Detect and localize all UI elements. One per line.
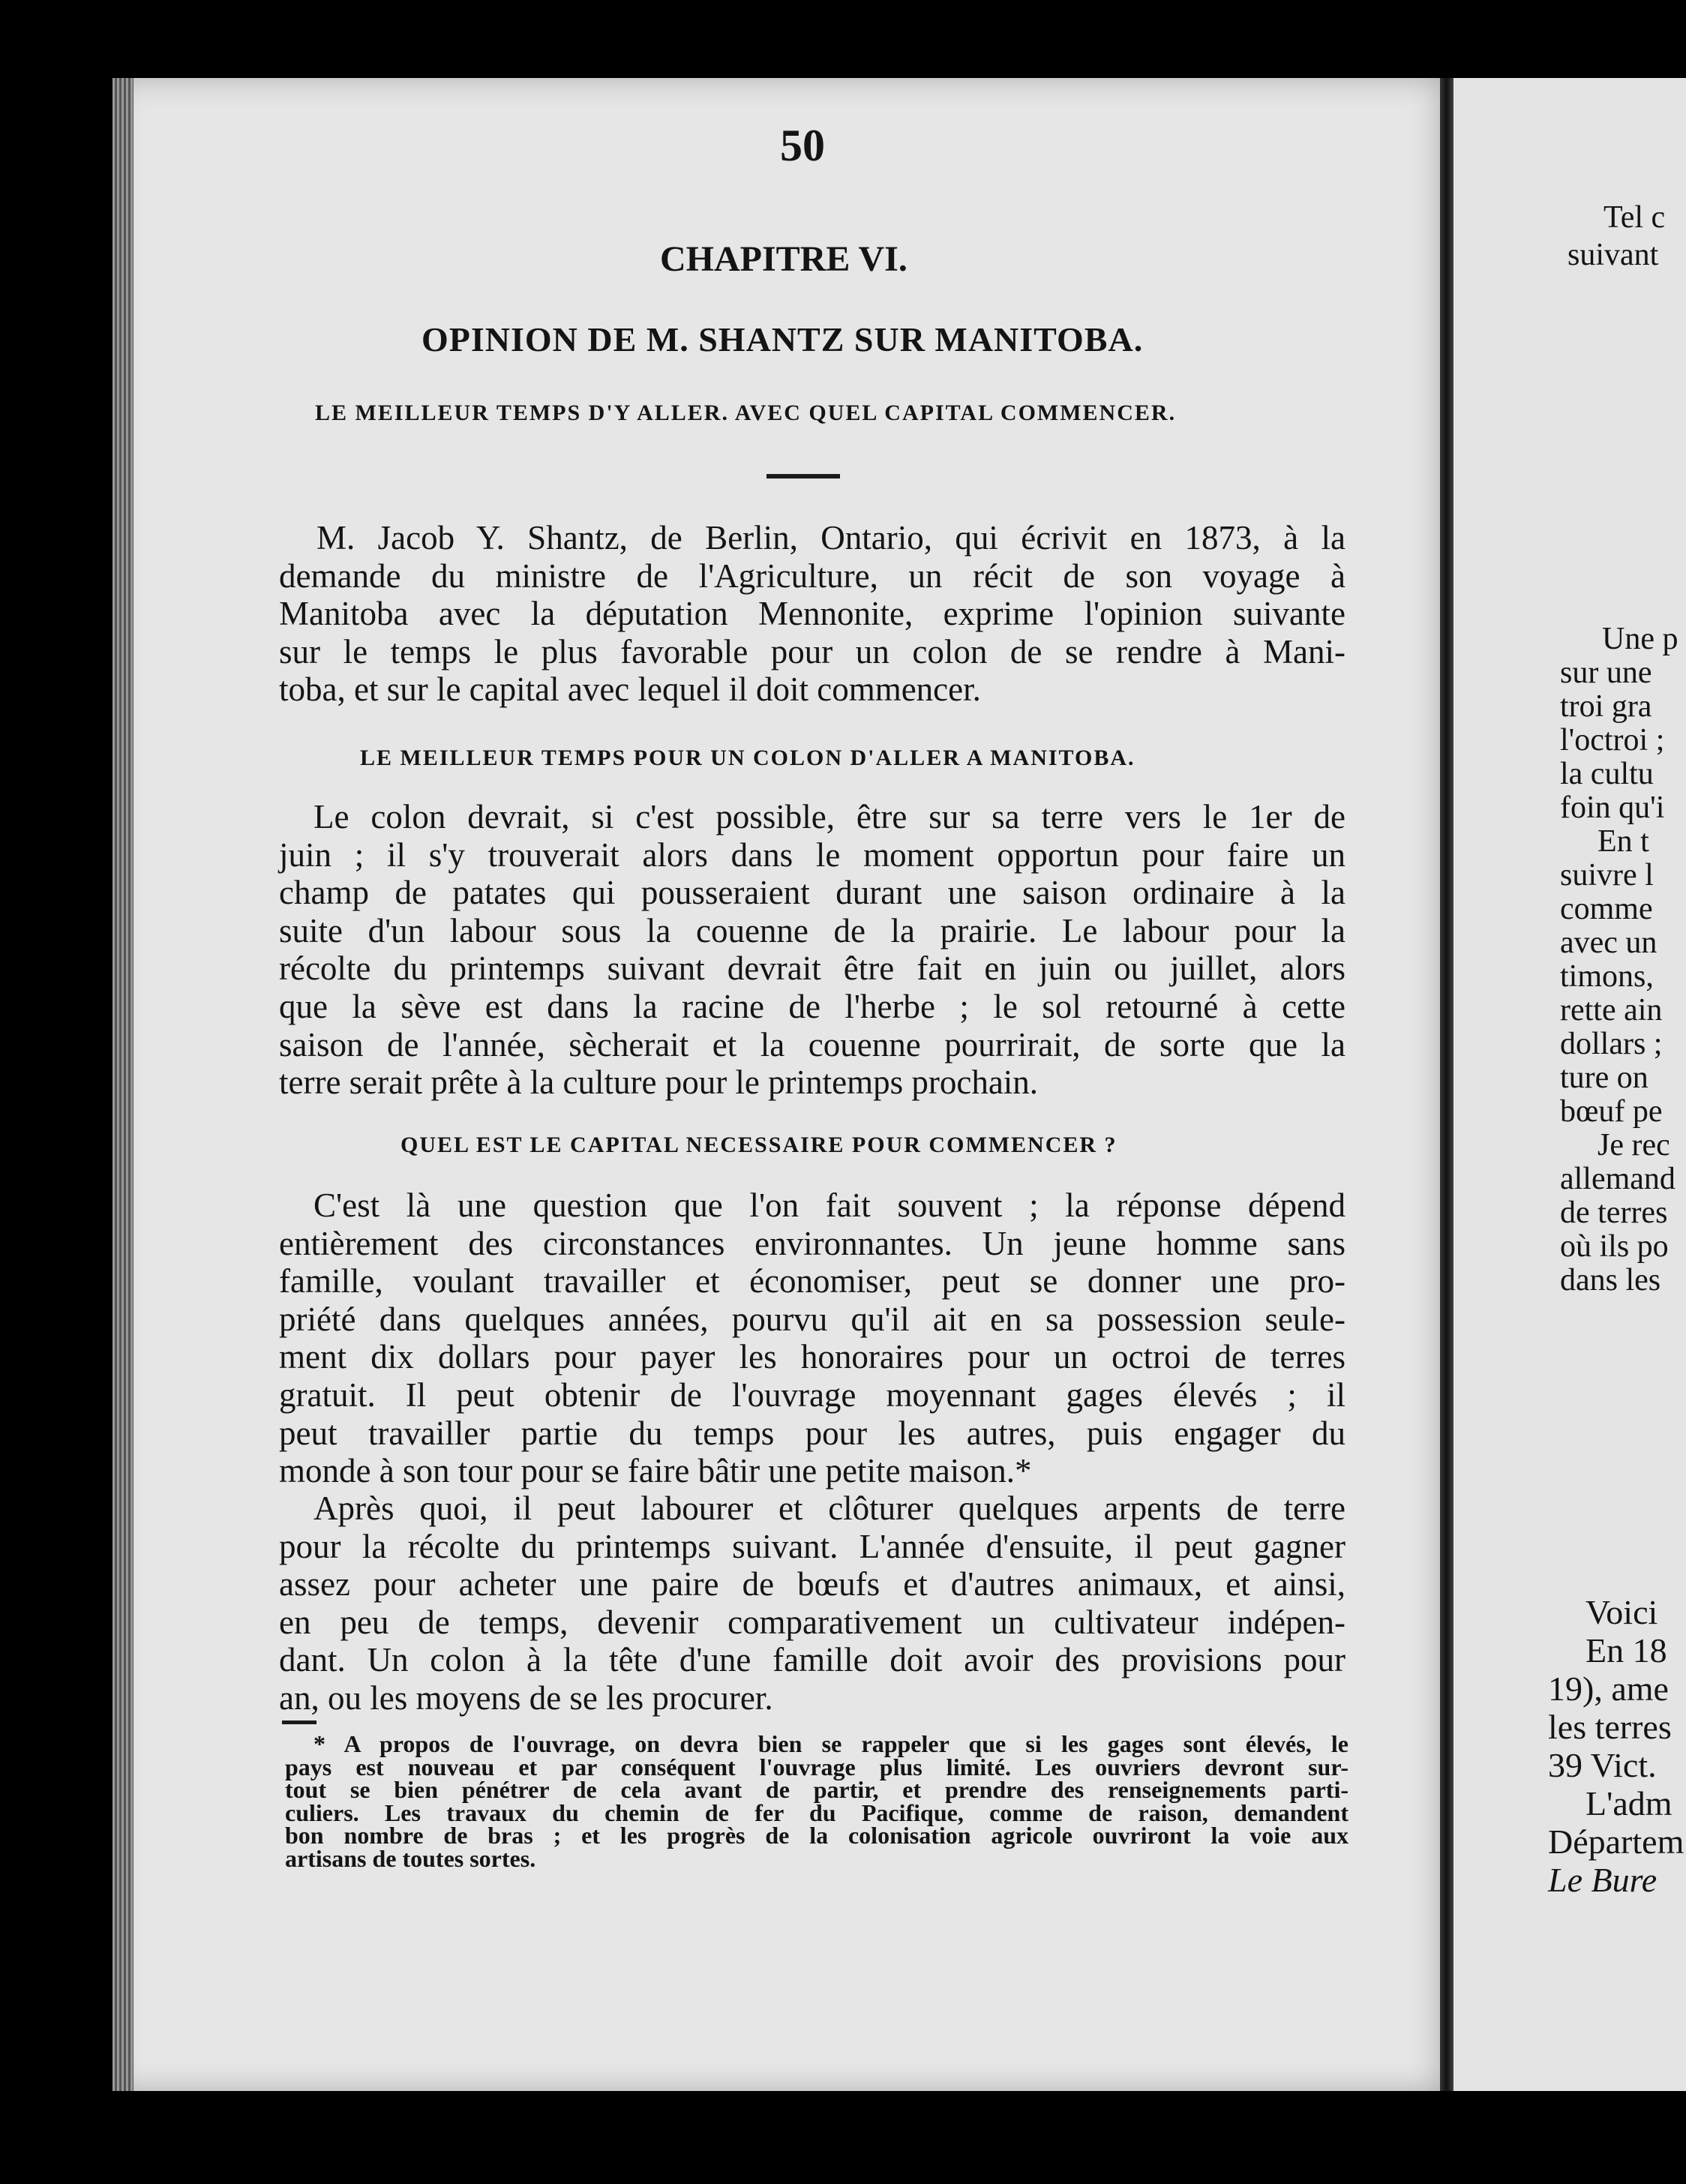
- text-line: gratuit. Il peut obtenir de l'ouvrage moyennant gages élevés ; il: [279, 1376, 1346, 1414]
- right-page-line: ture on: [1560, 1060, 1648, 1095]
- book-gutter: [1440, 78, 1454, 2091]
- section1-paragraph: [279, 798, 1346, 1102]
- text-line: C'est là une question que l'on fait souvent ; la réponse dépend: [314, 1186, 1346, 1224]
- footnote-line: artisans de toutes sortes.: [285, 1844, 536, 1872]
- text-line: demande du ministre de l'Agriculture, un récit de son voyage à: [279, 556, 1346, 595]
- text-line: priété dans quelques années, pourvu qu'il ait en sa possession seule-: [279, 1300, 1346, 1338]
- right-page-line: Je rec: [1598, 1128, 1670, 1162]
- footnote-line: culiers. Les travaux du chemin de fer du Pacifique, comme de raison, demandent: [285, 1798, 1348, 1826]
- right-page-block: [1560, 622, 1678, 1298]
- text-line: saison de l'année, sècherait et la couenne pourrirait, de sorte que la: [279, 1025, 1346, 1064]
- right-page-line: suivre l: [1560, 858, 1654, 892]
- right-page-line: En 18: [1586, 1631, 1667, 1670]
- text-line: peut travailler partie du temps pour les autres, puis engager du: [279, 1414, 1346, 1452]
- page-edge: [112, 78, 134, 2091]
- right-page-line: dollars ;: [1560, 1027, 1663, 1061]
- right-page-line: Le Bure: [1548, 1861, 1658, 1899]
- title-rule: [766, 474, 840, 478]
- right-page-line: rette ain: [1560, 993, 1663, 1028]
- section-heading: LE MEILLEUR TEMPS POUR UN COLON D'ALLER A MANITOBA.: [360, 746, 1136, 770]
- text-line: dant. Un colon à la tête d'une famille doit avoir des provisions pour: [279, 1641, 1346, 1679]
- text-line: champ de patates qui pousseraient durant une saison ordinaire à la: [279, 874, 1346, 912]
- right-page-line: Voici: [1586, 1593, 1658, 1631]
- footnote-line: pays est nouveau et par conséquent l'ouvrage plus limité. Les ouvriers devront sur-: [285, 1753, 1348, 1780]
- right-page-line: comme: [1560, 892, 1653, 926]
- footnote-rule: [282, 1720, 316, 1724]
- chapter-title: OPINION DE M. SHANTZ SUR MANITOBA.: [422, 320, 1144, 358]
- right-page-line: timons,: [1560, 959, 1654, 994]
- right-page-line: dans les: [1560, 1263, 1661, 1298]
- right-page-line: les terres: [1548, 1708, 1672, 1746]
- section3-paragraph: [279, 1490, 1346, 1718]
- text-line: Le colon devrait, si c'est possible, être sur sa terre vers le 1er de: [314, 798, 1346, 836]
- footnote-line: tout se bien pénétrer de cela avant de partir, et prendre des renseignements parti-: [285, 1776, 1348, 1803]
- text-line: famille, voulant travailler et économiser, peut se donner une pro-: [279, 1262, 1346, 1300]
- text-line: an, ou les moyens de se les procurer.: [279, 1678, 773, 1717]
- text-line: en peu de temps, devenir comparativement un cultivateur indépen-: [279, 1603, 1346, 1641]
- right-page-line: la cultu: [1560, 757, 1654, 791]
- footnote-line: bon nombre de bras ; et les progrès de la colonisation agricole ouvriront la voie aux: [285, 1822, 1348, 1849]
- right-page-line: 19), ame: [1548, 1670, 1669, 1708]
- text-line: pour la récolte du printemps suivant. L'année d'ensuite, il peut gagner: [279, 1527, 1346, 1565]
- section-heading: QUEL EST LE CAPITAL NECESSAIRE POUR COMMENCER ?: [400, 1132, 1118, 1157]
- text-line: juin ; il s'y trouverait alors dans le moment opportun pour faire un: [279, 836, 1346, 874]
- footnote-line: * A propos de l'ouvrage, on devra bien se rappeler que si les gages sont élevés, le: [314, 1730, 1348, 1757]
- page-number: 50: [780, 121, 825, 170]
- chapter-heading: CHAPITRE VI.: [660, 239, 908, 279]
- text-line: sur le temps le plus favorable pour un colon de se rendre à Mani-: [279, 632, 1346, 670]
- right-page-line: 39 Vict.: [1548, 1746, 1657, 1784]
- right-page-line: allemand: [1560, 1162, 1676, 1196]
- right-page-line: avec un: [1560, 926, 1658, 960]
- right-page-line: sur une: [1560, 656, 1652, 690]
- right-page-line: suivant: [1568, 238, 1659, 272]
- text-line: suite d'un labour sous la couenne de la prairie. Le labour pour la: [279, 911, 1346, 950]
- right-page-line: En t: [1598, 824, 1649, 859]
- text-line: toba, et sur le capital avec lequel il doit commencer.: [279, 670, 981, 709]
- text-line: récolte du printemps suivant devrait être fait en juin ou juillet, alors: [279, 950, 1346, 988]
- text-line: terre serait prête à la culture pour le printemps prochain.: [279, 1064, 1039, 1102]
- intro-paragraph: [279, 519, 1346, 709]
- right-page-line: bœuf pe: [1560, 1094, 1663, 1129]
- right-page-line: troi gra: [1560, 689, 1652, 724]
- footnote: [285, 1732, 1348, 1870]
- text-line: Après quoi, il peut labourer et clôturer quelques arpents de terre: [314, 1490, 1346, 1527]
- right-page-line: de terres: [1560, 1196, 1668, 1230]
- right-page-line: où ils po: [1560, 1229, 1669, 1264]
- text-line: Manitoba avec la députation Mennonite, exprime l'opinion suivante: [279, 595, 1346, 633]
- right-page-line: Tel c: [1604, 200, 1666, 235]
- right-page-line: Une p: [1602, 622, 1678, 656]
- right-page-line: l'octroi ;: [1560, 723, 1665, 758]
- right-page-line: foin qu'i: [1560, 790, 1665, 825]
- text-line: monde à son tour pour se faire bâtir une petite maison.*: [279, 1452, 1032, 1490]
- text-line: M. Jacob Y. Shantz, de Berlin, Ontario, qui écrivit en 1873, à la: [316, 519, 1346, 556]
- text-line: que la sève est dans la racine de l'herbe ; le sol retourné à cette: [279, 987, 1346, 1025]
- text-line: assez pour acheter une paire de bœufs et d'autres animaux, et ainsi,: [279, 1565, 1346, 1604]
- text-line: ment dix dollars pour payer les honoraires pour un octroi de terres: [279, 1338, 1346, 1376]
- text-line: entièrement des circonstances environnantes. Un jeune homme sans: [279, 1224, 1346, 1262]
- section2-paragraph: [279, 1186, 1346, 1490]
- right-page-line: Départem: [1548, 1822, 1684, 1861]
- chapter-subtitle: LE MEILLEUR TEMPS D'Y ALLER. AVEC QUEL CAPITAL COMMENCER.: [315, 400, 1177, 425]
- right-page-line: L'adm: [1586, 1784, 1672, 1822]
- right-page-block: [1548, 1593, 1684, 1899]
